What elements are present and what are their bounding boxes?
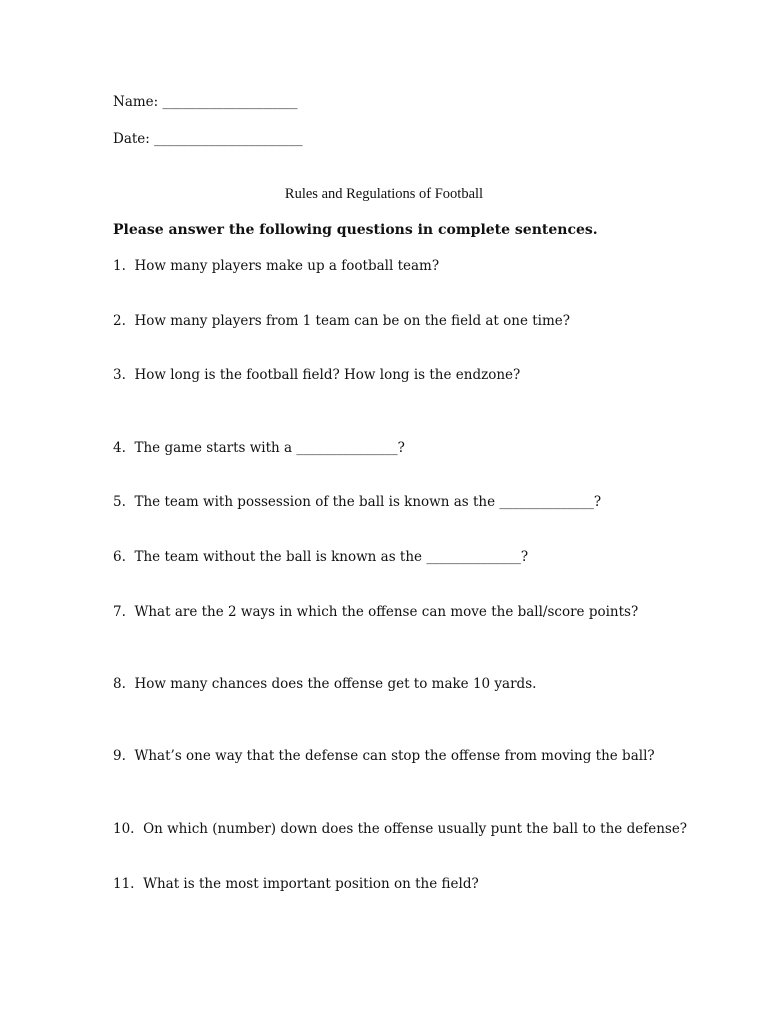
question-text: What are the 2 ways in which the offense can move the ball/score points? [134,604,639,620]
question-3 [113,366,520,384]
question-1 [113,257,439,275]
question-11 [113,875,479,893]
date-line-text: Date: ______________________ [113,131,303,147]
question-5 [113,493,601,511]
question-text: On which (number) down does the offense usually punt the ball to the defense? [143,821,688,837]
instructions-text: Please answer the following questions in complete sentences. [113,222,598,238]
question-text: The team without the ball is known as the ______________? [134,549,529,565]
name-line-text: Name: ____________________ [113,94,298,110]
question-text: The team with possession of the ball is known as the ______________? [134,494,602,510]
question-text: How many players from 1 team can be on the field at one time? [134,313,571,329]
question-number: 6. [113,549,126,565]
question-number: 10. [113,821,135,837]
question-4 [113,439,405,457]
question-6 [113,548,528,566]
question-number: 3. [113,367,126,383]
question-number: 2. [113,313,126,329]
question-text: How many players make up a football team? [134,258,440,274]
question-number: 1. [113,258,126,274]
question-text: How long is the football field? How long is the endzone? [134,367,521,383]
question-9 [113,747,655,765]
question-number: 9. [113,748,126,764]
question-text: What’s one way that the defense can stop the offense from moving the ball? [134,748,655,764]
worksheet-title: Rules and Regulations of Football [284,186,484,202]
question-2 [113,312,570,330]
question-number: 4. [113,440,126,456]
question-number: 5. [113,494,126,510]
question-10 [113,820,687,838]
question-number: 7. [113,604,126,620]
question-7 [113,603,638,621]
question-number: 8. [113,676,126,692]
question-number: 11. [113,876,135,892]
date-field-line [113,130,303,148]
question-text: The game starts with a _______________? [134,440,405,456]
question-text: What is the most important position on the field? [143,876,479,892]
question-8 [113,675,536,693]
question-text: How many chances does the offense get to make 10 yards. [134,676,537,692]
name-field-line [113,93,298,111]
